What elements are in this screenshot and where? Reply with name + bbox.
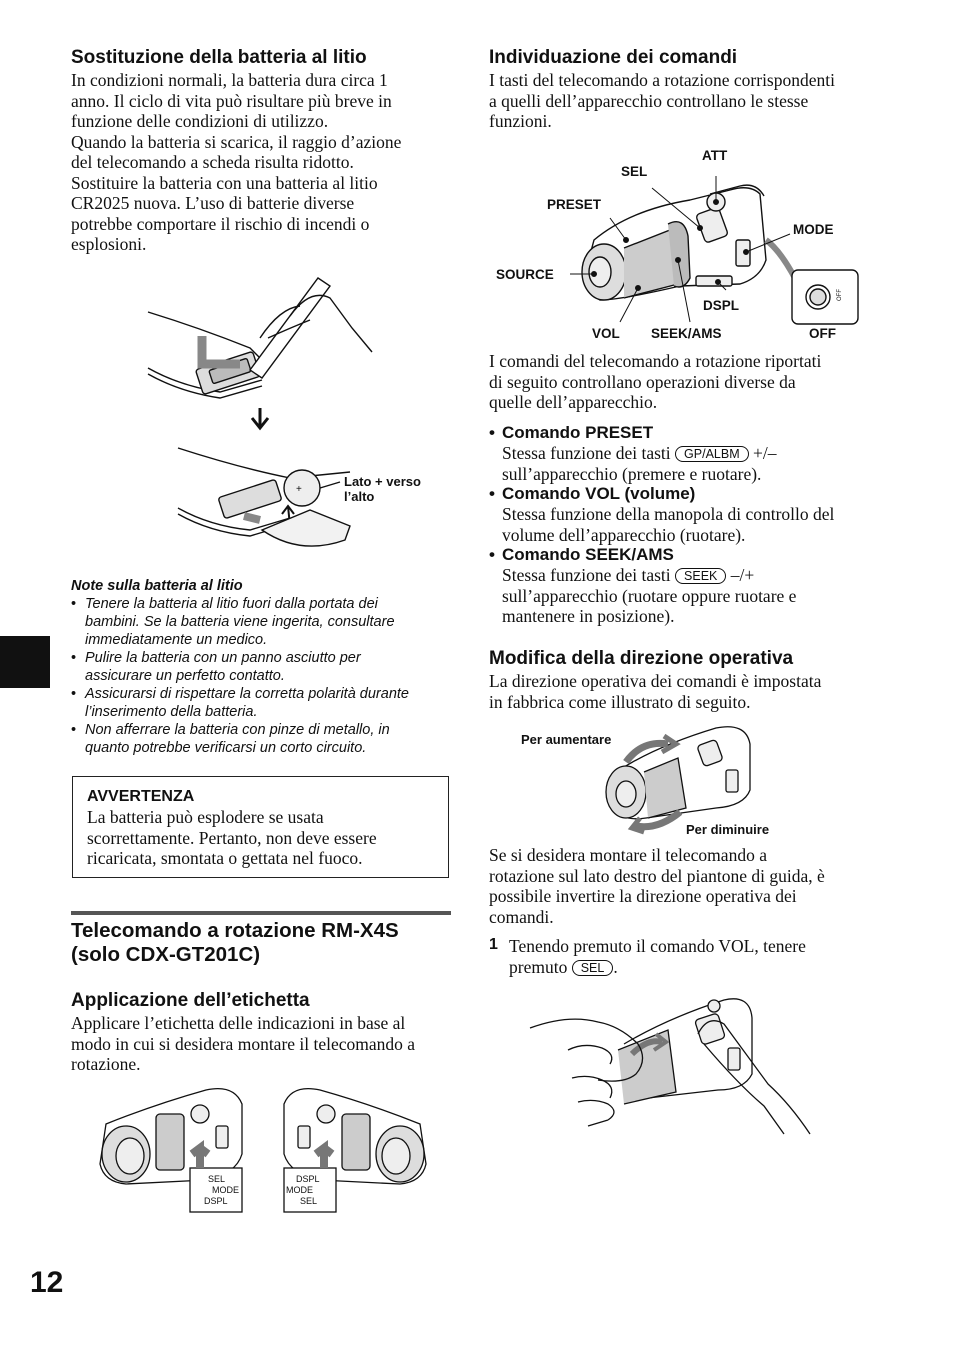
text-line: sull’apparecchio (ruotare oppure ruotare e — [502, 585, 797, 606]
sticker-right — [286, 1174, 320, 1207]
gp-albm-key: GP/ALBM — [675, 446, 749, 462]
label-sel: SEL — [621, 164, 648, 179]
label-source: SOURCE — [496, 267, 554, 282]
text-line: ricaricata, smontata o gettata nel fuoco. — [87, 848, 363, 868]
text-line: CR2025 nuova. L’uso di batterie diverse — [71, 193, 355, 213]
text-span: . — [613, 956, 618, 977]
step-text — [489, 936, 879, 977]
text-line: esplosioni. — [71, 234, 147, 254]
sticker-line: SEL — [300, 1196, 318, 1206]
text-line: Sostituire la batteria con una batteria al litio — [71, 172, 378, 193]
text-span: –/+ — [730, 565, 755, 585]
text-line: quelle dell’apparecchio. — [489, 392, 658, 412]
text-line: potrebbe comportare il rischio di incendi o — [71, 213, 370, 234]
text-line: Tenendo premuto il comando VOL, tenere — [509, 936, 806, 956]
command-item-seek — [489, 545, 879, 627]
text-line: scorrettamente. Pertanto, non deve essere — [87, 827, 377, 848]
text-line: modo in cui si desidera montare il telecomando a — [71, 1033, 416, 1054]
battery-heading: Sostituzione della batteria al litio — [71, 47, 367, 68]
warning-title: AVVERTENZA — [87, 788, 195, 805]
text-line: comandi. — [489, 906, 554, 927]
note-line: quanto potrebbe verificarsi un corto circuito. — [85, 740, 367, 756]
text-span: premuto — [509, 956, 568, 977]
label-line: l’alto — [344, 489, 375, 504]
note-line: • Assicurarsi di rispettare la corretta polarità durante — [85, 686, 409, 702]
sticker-line: DSPL — [296, 1174, 320, 1184]
battery-paragraph — [71, 70, 451, 255]
increase-label: Per aumentare — [521, 732, 612, 747]
note-line: • Pulire la batteria con un panno asciutto per — [85, 650, 361, 666]
command-item-preset — [489, 423, 879, 484]
note-line: • Non afferrare la batteria con pinze di metallo, in — [85, 722, 390, 738]
note-line: immediatamente un medico. — [85, 632, 268, 648]
command-text — [502, 443, 879, 464]
direction-heading: Modifica della direzione operativa — [489, 648, 794, 669]
label-heading: Applicazione dell’etichetta — [71, 990, 310, 1011]
command-title: • Comando SEEK/AMS — [502, 545, 674, 564]
text-line: del telecomando a scheda risulta ridotto. — [71, 152, 354, 172]
page-number: 12 — [30, 1266, 64, 1299]
text-span: Stessa funzione dei tasti — [502, 443, 671, 463]
text-line: possibile invertire la direzione operativa dei — [489, 886, 797, 906]
note-item — [71, 721, 451, 757]
text-line: Stessa funzione della manopola di controllo del — [502, 504, 835, 524]
text-line: a quelli dell’apparecchio controllano le stesse — [489, 90, 809, 111]
direction-after-paragraph — [489, 845, 879, 927]
seek-key: SEEK — [675, 568, 726, 584]
text-line: La direzione operativa dei comandi è impostata — [489, 671, 822, 691]
label-vol: VOL — [592, 326, 620, 341]
sticker-line: MODE — [212, 1185, 239, 1195]
sticker-line: MODE — [286, 1185, 313, 1195]
text-span: +/– — [752, 443, 777, 463]
section-title-line: Telecomando a rotazione RM-X4S — [71, 919, 399, 942]
text-line: Quando la batteria si scarica, il raggio d’azione — [71, 131, 402, 152]
sticker-line: DSPL — [204, 1196, 228, 1206]
text-line: rotazione sul lato destro del piantone di guida, è — [489, 865, 825, 886]
notes-title: Note sulla batteria al litio — [71, 578, 243, 594]
text-line: funzioni. — [489, 111, 552, 131]
hand-press-illustration — [528, 994, 820, 1134]
text-line: In condizioni normali, la batteria dura circa 1 — [71, 70, 388, 90]
command-text — [502, 565, 879, 586]
text-line: La batteria può esplodere se usata — [87, 807, 324, 827]
text-line — [509, 957, 879, 978]
off-small-label: OFF — [837, 289, 843, 301]
label-att: ATT — [702, 148, 728, 163]
text-line: anno. Il ciclo di vita può risultare più breve in — [71, 90, 392, 111]
note-line: l’inserimento della batteria. — [85, 704, 258, 720]
warning-text — [87, 807, 434, 869]
battery-side-label — [344, 474, 421, 504]
note-item — [71, 685, 451, 721]
text-line: funzione delle condizioni di utilizzo. — [71, 111, 329, 131]
label-off: OFF — [809, 326, 836, 341]
label-dspl: DSPL — [703, 298, 740, 313]
label-mode: MODE — [793, 222, 834, 237]
text-line: Se si desidera montare il telecomando a — [489, 845, 767, 865]
controls-paragraph — [489, 70, 879, 132]
language-tab — [0, 636, 50, 688]
command-title: • Comando VOL (volume) — [502, 484, 696, 503]
section-title — [71, 919, 399, 967]
section-rule — [71, 911, 451, 915]
text-line: sull’apparecchio (premere e ruotare). — [502, 463, 762, 484]
text-line: volume dell’apparecchio (ruotare). — [502, 524, 746, 545]
note-line: • Tenere la batteria al litio fuori dalla portata dei — [85, 596, 378, 612]
text-line: Applicare l’etichetta delle indicazioni in base al — [71, 1013, 406, 1033]
note-line: bambini. Se la batteria viene ingerita, consultare — [85, 614, 395, 630]
controls-heading: Individuazione dei comandi — [489, 47, 738, 68]
command-item-vol — [489, 484, 879, 545]
text-span: Stessa funzione dei tasti — [502, 565, 671, 585]
text-line: in fabbrica come illustrato di seguito. — [489, 691, 751, 712]
step-number: 1 — [489, 936, 498, 953]
rotary-commander-diagram — [560, 160, 870, 320]
sticker-left — [204, 1174, 239, 1207]
battery-replacement-illustration — [140, 268, 440, 568]
text-line: di seguito controllano operazioni diverse da — [489, 371, 796, 392]
note-item — [71, 595, 451, 649]
text-line: mantenere in posizione). — [502, 606, 675, 626]
sel-key: SEL — [572, 960, 614, 976]
controls-after-paragraph — [489, 351, 879, 413]
label-line: Lato + verso — [344, 474, 421, 489]
label-seek-ams: SEEK/AMS — [651, 326, 722, 341]
command-title: • Comando PRESET — [502, 423, 654, 442]
warning-box — [72, 776, 449, 878]
commands-list — [489, 423, 879, 627]
notes-list — [71, 595, 451, 757]
text-line: rotazione. — [71, 1054, 141, 1074]
text-line: I comandi del telecomando a rotazione riportati — [489, 351, 822, 371]
note-line: assicurare un perfetto contatto. — [85, 668, 285, 684]
svg-text:+: + — [296, 484, 302, 495]
direction-illustration — [596, 722, 756, 834]
label-paragraph — [71, 1013, 451, 1075]
note-item — [71, 649, 451, 685]
step-1 — [489, 936, 879, 977]
sticker-line: SEL — [208, 1174, 226, 1184]
section-title-line: (solo CDX-GT201C) — [71, 943, 261, 966]
text-line: I tasti del telecomando a rotazione corrispondenti — [489, 70, 835, 90]
decrease-label: Per diminuire — [686, 822, 770, 837]
label-preset: PRESET — [547, 197, 602, 212]
direction-paragraph — [489, 671, 879, 712]
